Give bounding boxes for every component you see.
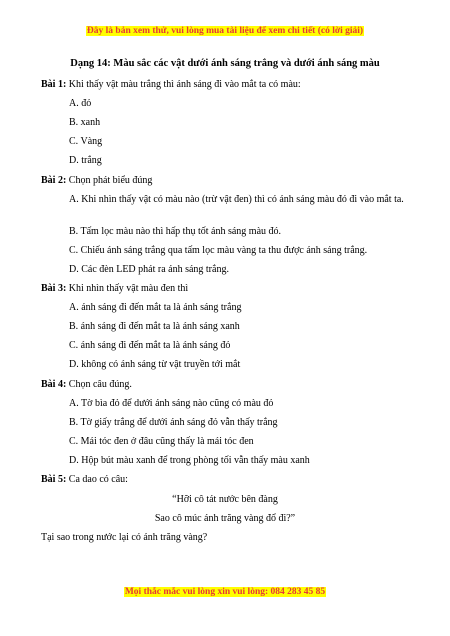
question-number: Bài 2: <box>41 175 67 186</box>
question-5-followup: Tại sao trong nước lại có ánh trăng vàng? <box>41 532 208 543</box>
question-number: Bài 3: <box>41 283 67 294</box>
verse-line-1: “Hỡi cô tát nước bên đàng <box>172 494 278 505</box>
option-3c: C. ánh sáng đi đến mắt ta là ánh sáng đỏ <box>69 340 231 351</box>
option-2b: B. Tấm lọc màu nào thì hấp thụ tốt ánh sáng màu đó. <box>69 226 282 237</box>
section-title: Dạng 14: Màu sắc các vật dưới ánh sáng trắng và dưới ánh sáng màu <box>70 58 380 69</box>
option-3d: D. không có ánh sáng từ vật truyền tới mắt <box>69 359 241 370</box>
question-3 <box>41 283 188 295</box>
question-1 <box>41 79 301 91</box>
option-4d: D. Hộp bút màu xanh để trong phòng tối vẫn thấy màu xanh <box>69 455 310 466</box>
preview-notice-text: Đây là bản xem thử, vui lòng mua tài liệu để xem chi tiết (có lời giải) <box>86 26 364 36</box>
option-1d: D. trắng <box>69 155 102 166</box>
question-text: Chọn phát biểu đúng <box>66 175 153 186</box>
question-2 <box>41 175 152 187</box>
question-text: Khi nhìn thấy vật màu đen thì <box>66 283 189 294</box>
option-1a: A. đỏ <box>69 98 92 109</box>
option-3b: B. ánh sáng đi đến mắt ta là ánh sáng xanh <box>69 321 240 332</box>
option-2d: D. Các đèn LED phát ra ánh sáng trắng. <box>69 264 229 275</box>
option-2a: A. Khi nhìn thấy vật có màu nào (trừ vật đen) thì có ánh sáng màu đó đi vào mắt ta. <box>69 194 404 205</box>
question-4 <box>41 379 132 391</box>
question-5 <box>41 474 128 486</box>
question-number: Bài 4: <box>41 379 67 390</box>
question-number: Bài 1: <box>41 79 67 90</box>
contact-text: Mọi thắc mắc vui lòng xin vui lòng: 084 283 45 85 <box>124 587 326 597</box>
question-text: Chọn câu đúng. <box>66 379 132 390</box>
question-number: Bài 5: <box>41 474 67 485</box>
option-1c: C. Vàng <box>69 136 103 147</box>
option-4b: B. Tờ giấy trắng để dưới ánh sáng đỏ vẫn thấy trắng <box>69 417 278 428</box>
option-2c: C. Chiếu ánh sáng trắng qua tấm lọc màu vàng ta thu được ánh sáng trắng. <box>69 245 368 256</box>
question-text: Ca dao có câu: <box>66 474 128 485</box>
option-3a: A. ánh sáng đi đến mắt ta là ánh sáng trắng <box>69 302 242 313</box>
question-text: Khi thấy vật màu trắng thì ánh sáng đi vào mắt ta có màu: <box>66 79 301 90</box>
option-1b: B. xanh <box>69 117 101 128</box>
preview-notice-banner <box>0 26 450 36</box>
verse-line-2: Sao cô múc ánh trăng vàng đổ đi?” <box>154 513 296 524</box>
option-4c: C. Mái tóc đen ở đâu cũng thấy là mái tóc đen <box>69 436 254 447</box>
option-4a: A. Tờ bìa đỏ để dưới ánh sáng nào cũng có màu đỏ <box>69 398 274 409</box>
contact-banner <box>0 587 450 597</box>
